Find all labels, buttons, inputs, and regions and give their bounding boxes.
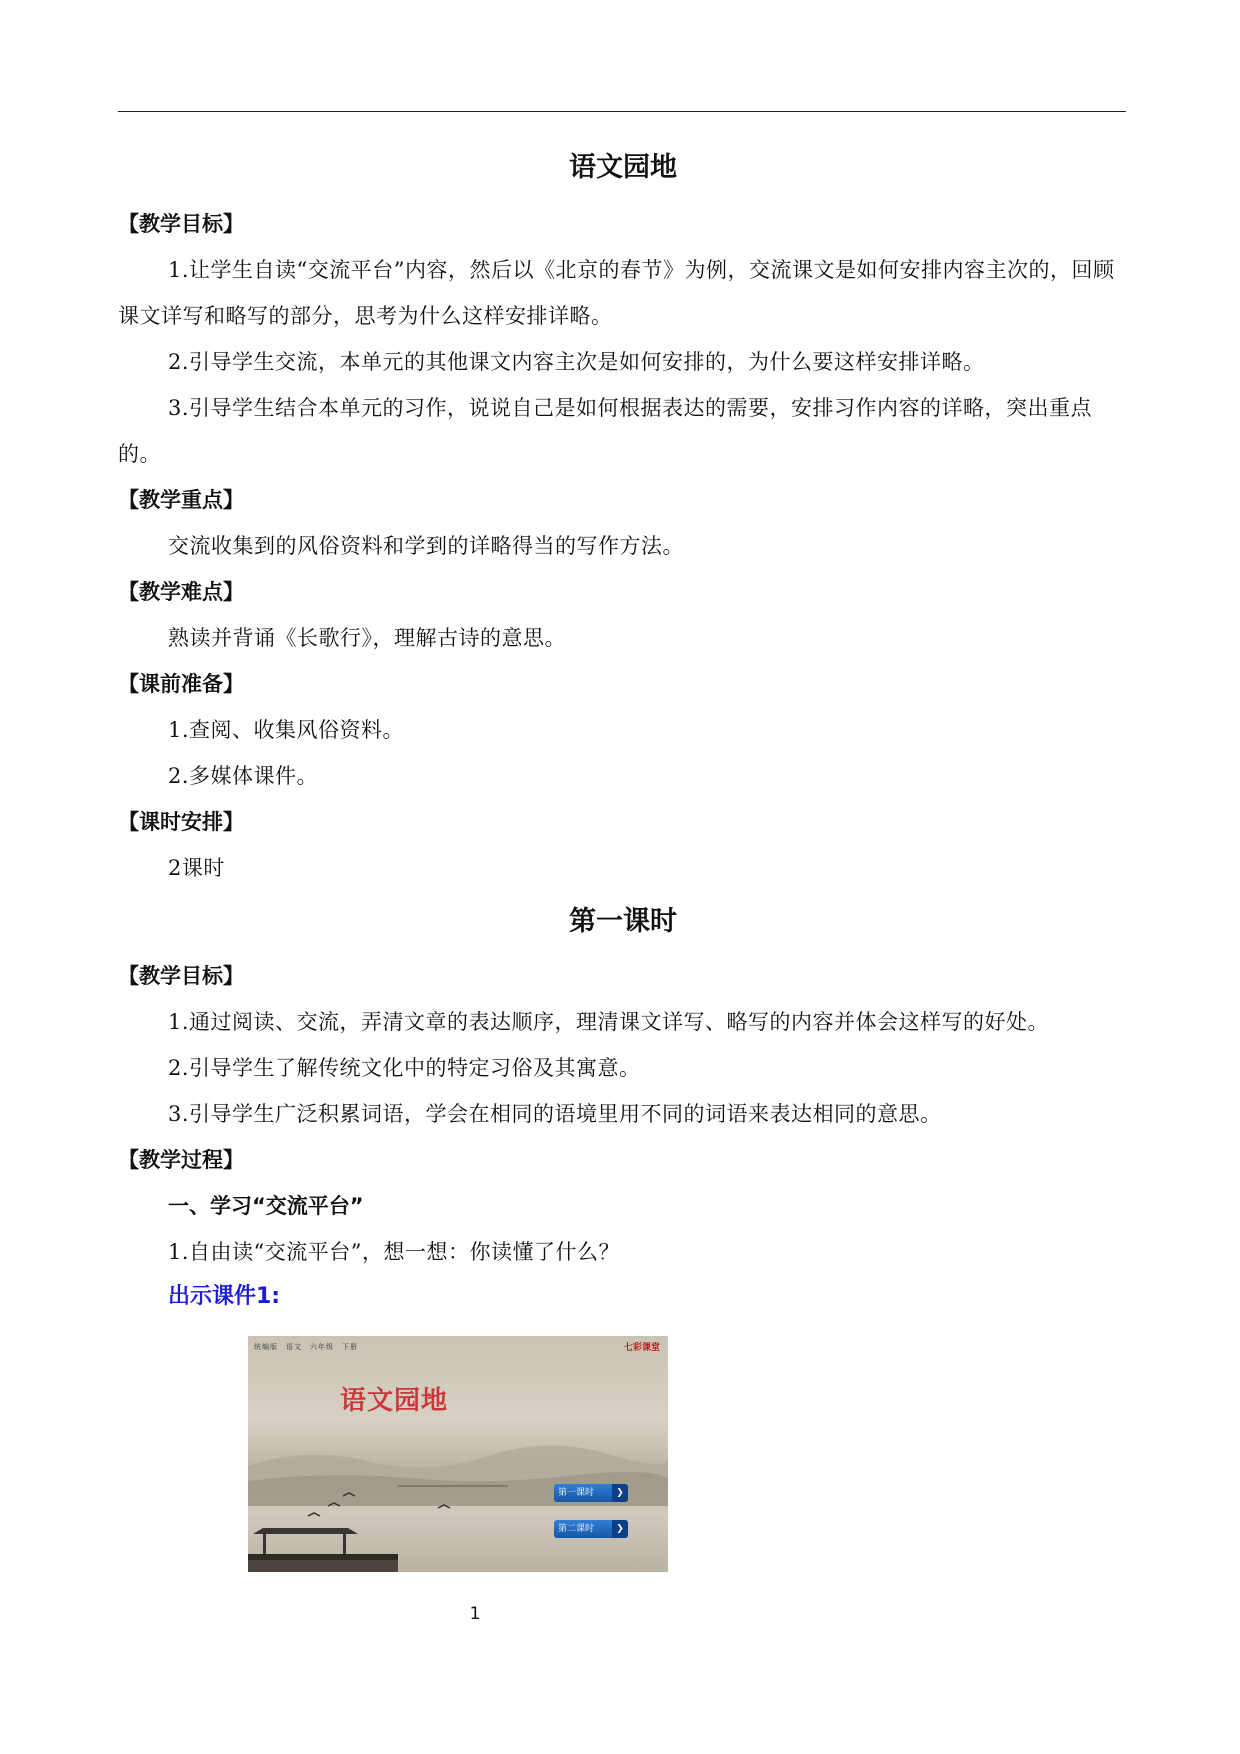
chevron-right-icon: ❯ bbox=[612, 1484, 628, 1502]
slide-topbar: 统编版 语文 六年级 下册 bbox=[254, 1343, 358, 1351]
section-heading: 【教学目标】 bbox=[118, 964, 244, 988]
section-difficulties bbox=[118, 569, 1128, 661]
paragraph: 2课时 bbox=[168, 856, 225, 880]
document-body bbox=[118, 135, 1128, 1319]
section-heading: 【教学目标】 bbox=[118, 212, 244, 236]
section-key-points bbox=[118, 477, 1128, 569]
pavilion-boat-icon bbox=[248, 1522, 398, 1572]
slide-brand-logo: 七彩课堂 bbox=[623, 1343, 660, 1353]
paragraph: 2.引导学生了解传统文化中的特定习俗及其寓意。 bbox=[168, 1056, 641, 1080]
button-label: 第二课时 bbox=[558, 1524, 595, 1534]
slide-lesson-2-button bbox=[554, 1520, 628, 1538]
section-goals bbox=[118, 201, 1128, 477]
paragraph: 熟读并背诵《长歌行》，理解古诗的意思。 bbox=[168, 626, 566, 650]
section-heading: 【课时安排】 bbox=[118, 810, 244, 834]
birds-icon bbox=[288, 1486, 488, 1526]
section-heading: 【教学难点】 bbox=[118, 580, 244, 604]
paragraph: 1.让学生自读“交流平台”内容，然后以《北京的春节》为例，交流课文是如何安排内容主次的，回顾课文详写和略写的部分，思考为什么这样安排详略。 bbox=[118, 258, 1115, 328]
lesson-title: 第一课时 bbox=[569, 906, 677, 937]
step-title: 一、学习“交流平台” bbox=[168, 1194, 364, 1218]
section-heading: 【课前准备】 bbox=[118, 672, 244, 696]
paragraph: 2.引导学生交流，本单元的其他课文内容主次是如何安排的，为什么要这样安排详略。 bbox=[168, 350, 985, 374]
paragraph: 2.多媒体课件。 bbox=[168, 764, 319, 788]
slide-title: 语文园地 bbox=[340, 1386, 449, 1416]
paragraph: 交流收集到的风俗资料和学到的详略得当的写作方法。 bbox=[168, 534, 684, 558]
chevron-right-icon: ❯ bbox=[612, 1520, 628, 1538]
button-label: 第一课时 bbox=[558, 1488, 595, 1498]
courseware-slide-image bbox=[248, 1336, 668, 1572]
section-preparation bbox=[118, 661, 1128, 799]
page-number: 1 bbox=[469, 1604, 481, 1624]
slide-lesson-1-button bbox=[554, 1484, 628, 1502]
paragraph: 3.引导学生广泛积累词语，学会在相同的语境里用不同的词语来表达相同的意思。 bbox=[168, 1102, 942, 1126]
section-heading: 【教学重点】 bbox=[118, 488, 244, 512]
paragraph: 1.自由读“交流平台”，想一想：你读懂了什么？ bbox=[168, 1240, 621, 1264]
section-process bbox=[118, 1137, 1128, 1319]
section-schedule bbox=[118, 799, 1128, 891]
section-lesson-goals bbox=[118, 953, 1128, 1137]
courseware-label: 出示课件1: bbox=[168, 1284, 281, 1309]
header-rule bbox=[118, 111, 1126, 112]
paragraph: 3.引导学生结合本单元的习作，说说自己是如何根据表达的需要，安排习作内容的详略，突出重点的。 bbox=[118, 396, 1093, 466]
page-title: 语文园地 bbox=[569, 152, 677, 183]
section-heading: 【教学过程】 bbox=[118, 1148, 244, 1172]
paragraph: 1.查阅、收集风俗资料。 bbox=[168, 718, 405, 742]
paragraph: 1.通过阅读、交流，弄清文章的表达顺序，理清课文详写、略写的内容并体会这样写的好处。 bbox=[168, 1010, 1050, 1034]
